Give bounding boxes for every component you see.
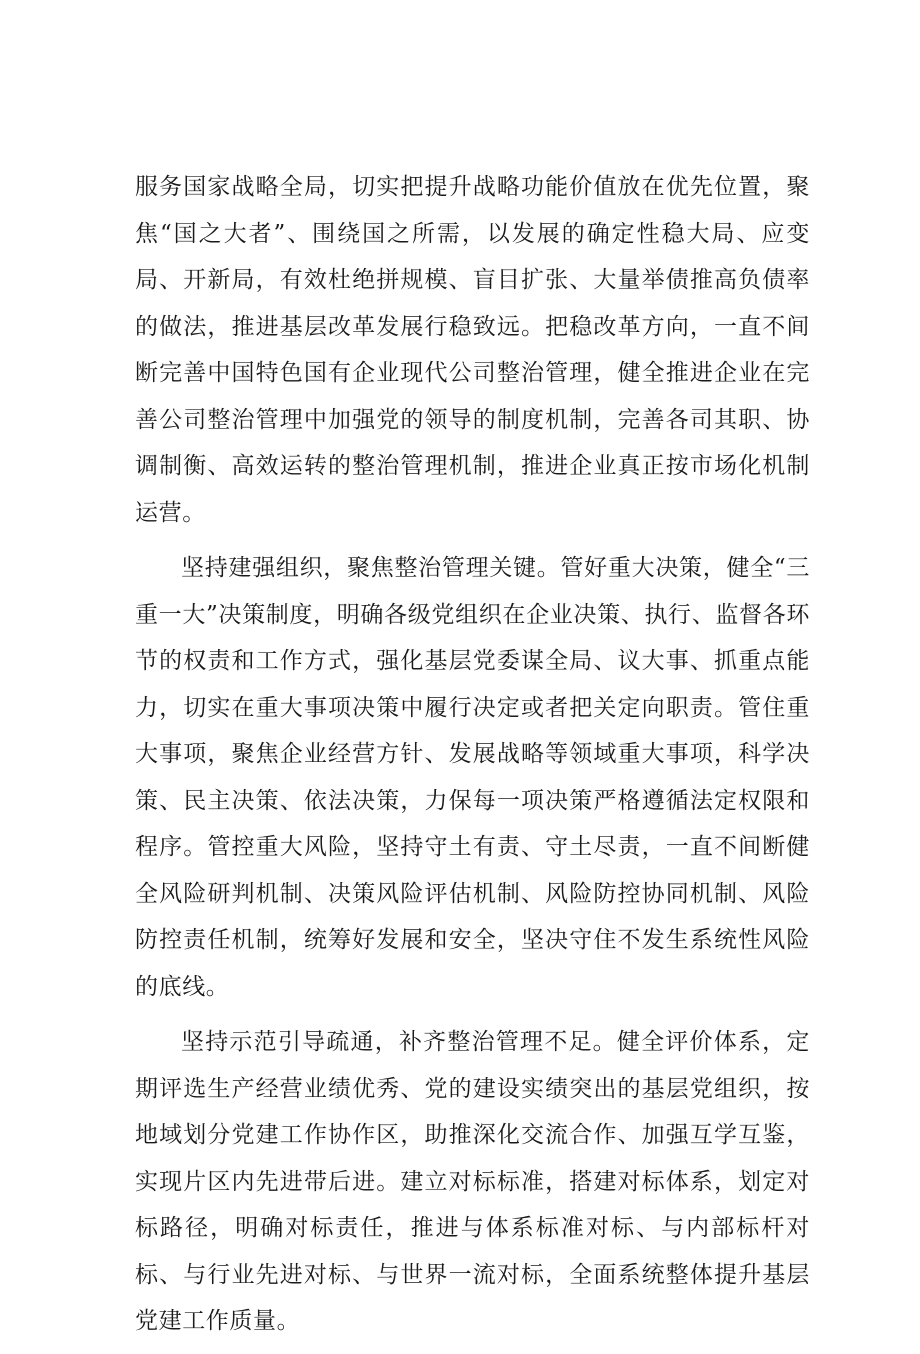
paragraph-2: 坚持建强组织，聚焦整治管理关键。管好重大决策，健全“三重一大”决策制度，明确各级党组织在企业决策、执行、监督各环节的权责和工作方式，强化基层党委谋全局、议大事、抓重点能力，切实在重大事项决策中履行决定或者把关定向职责。管住重大事项，聚焦企业经营方针、发展战略等领域重大事项，科学决策、民主决策、依法决策，力保每一项决策严格遵循法定权限和程序。管控重大风险，坚持守土有责、守土尽责，一直不间断健全风险研判机制、决策风险评估机制、风险防控协同机制、风险防控责任机制，统筹好发展和安全，坚决守住不发生系统性风险的底线。: [135, 555, 810, 1000]
paragraph-3: 坚持示范引导疏通，补齐整治管理不足。健全评价体系，定期评选生产经营业绩优秀、党的建设实绩突出的基层党组织，按地域划分党建工作协作区，助推深化交流合作、加强互学互鉴，实现片区内先进带后进。建立对标标准，搭建对标体系，划定对标路径，明确对标责任，推进与体系标准对标、与内部标杆对标、与行业先进对标、与世界一流对标，全面系统整体提升基层党建工作质量。: [135, 1029, 810, 1334]
paragraph-1: 服务国家战略全局，切实把提升战略功能价值放在优先位置，聚焦“国之大者”、围绕国之所需，以发展的确定性稳大局、应变局、开新局，有效杜绝拼规模、盲目扩张、大量举债推高负债率的做法，推进基层改革发展行稳致远。把稳改革方向，一直不间断完善中国特色国有企业现代公司整治管理，健全推进企业在完善公司整治管理中加强党的领导的制度机制，完善各司其职、协调制衡、高效运转的整治管理机制，推进企业真正按市场化机制运营。: [135, 174, 810, 526]
document-body: [135, 164, 810, 1354]
